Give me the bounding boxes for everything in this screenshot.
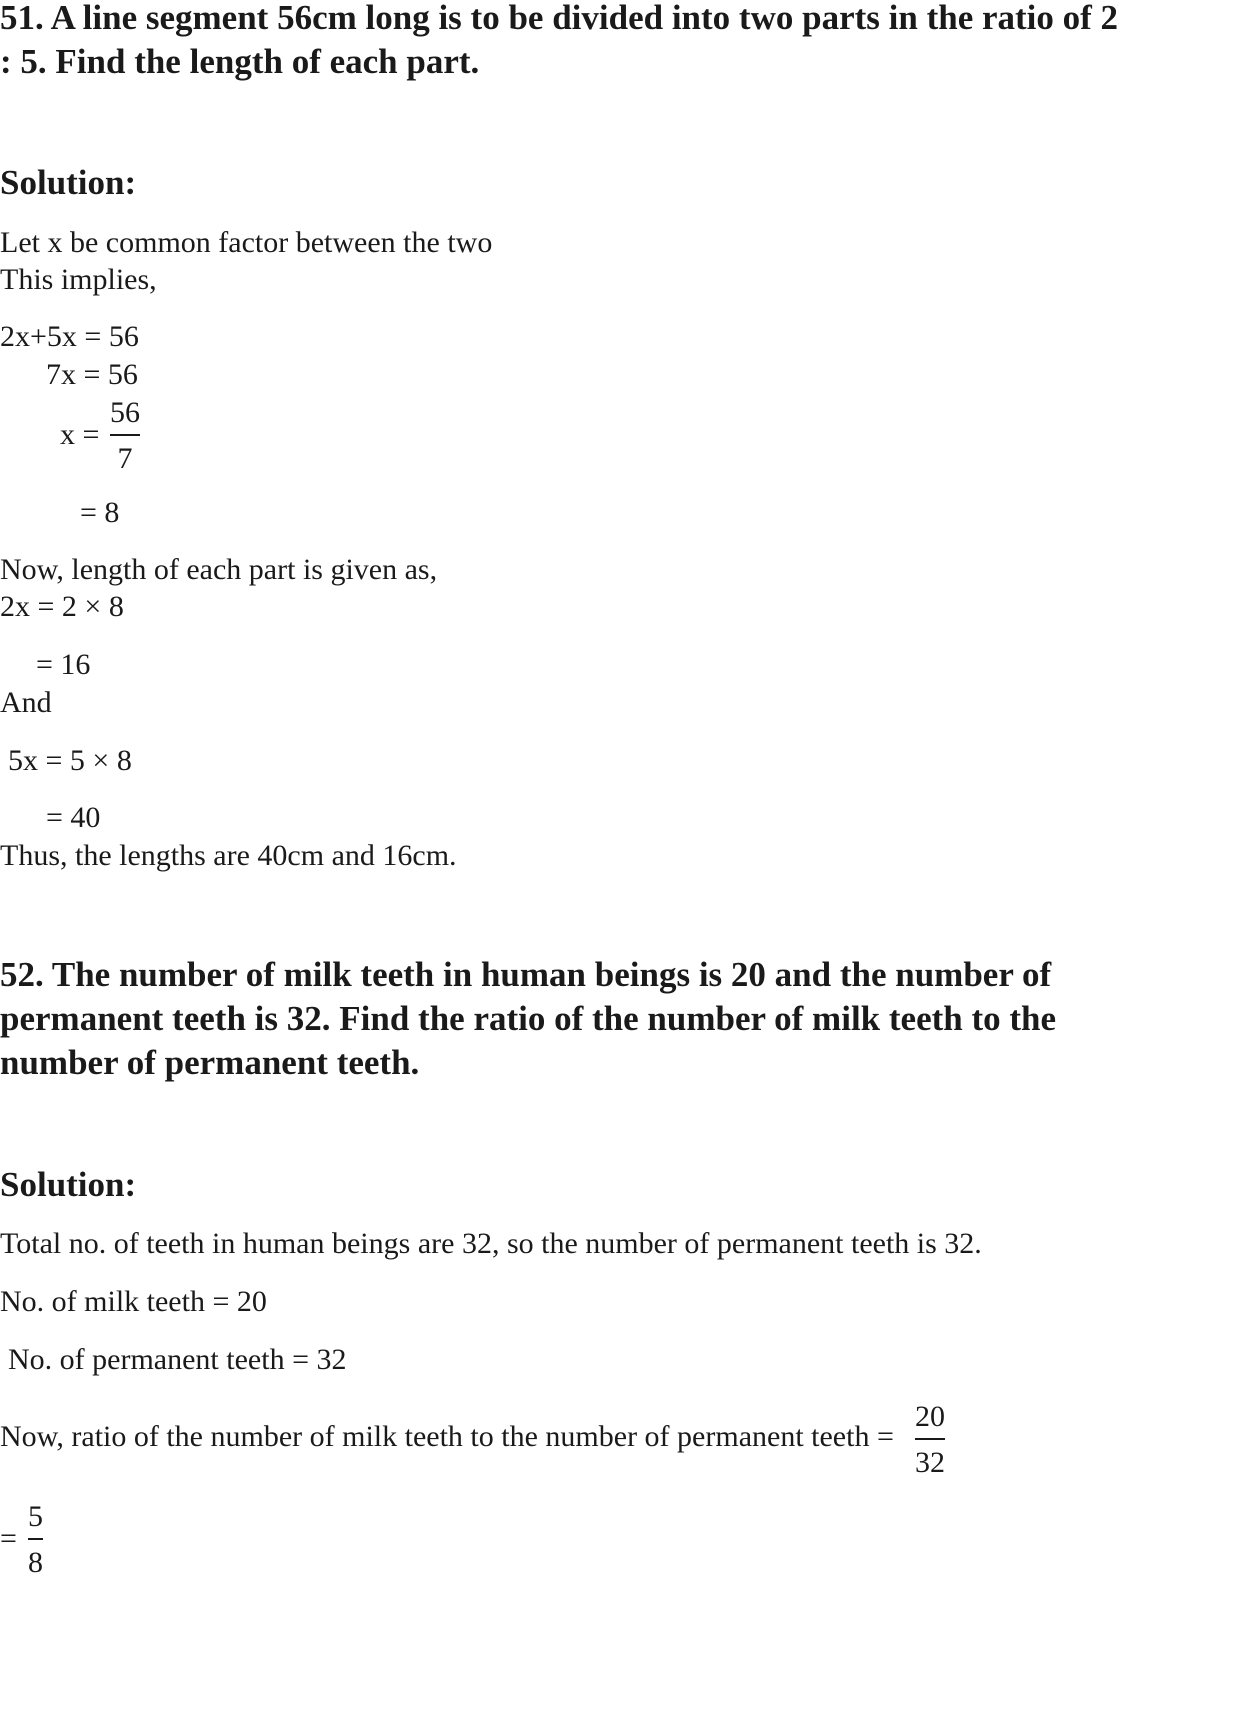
fraction-bar xyxy=(28,1538,43,1540)
equation-result-8: = 8 xyxy=(80,496,120,529)
fraction-5-over-8 xyxy=(28,1502,43,1578)
fraction-bar xyxy=(915,1438,945,1440)
equation-5x: 5x = 5 × 8 xyxy=(8,744,132,777)
fraction-denominator: 8 xyxy=(28,1546,43,1579)
solution-51-heading: Solution: xyxy=(0,163,137,202)
question-51-line-2: : 5. Find the length of each part. xyxy=(0,42,480,81)
solution-51-conclusion: Thus, the lengths are 40cm and 16cm. xyxy=(0,839,457,872)
equation-result-40: = 40 xyxy=(46,801,101,834)
fraction-numerator: 20 xyxy=(915,1400,945,1433)
solution-51-line-1: Let x be common factor between the two xyxy=(0,226,493,259)
solution-52-heading: Solution: xyxy=(0,1165,137,1204)
question-51-line-1: 51. A line segment 56cm long is to be divided into two parts in the ratio of 2 xyxy=(0,0,1119,37)
fraction-bar xyxy=(110,434,140,436)
solution-52-line-3: No. of permanent teeth = 32 xyxy=(8,1343,347,1376)
fraction-numerator: 56 xyxy=(110,396,140,429)
solution-52-line-1: Total no. of teeth in human beings are 32, so the number of permanent teeth is 32. xyxy=(0,1227,982,1260)
fraction-20-over-32 xyxy=(915,1402,945,1478)
fraction-56-over-7 xyxy=(110,398,140,474)
question-52-line-2: permanent teeth is 32. Find the ratio of the number of milk teeth to the xyxy=(0,999,1057,1038)
equation-2x-plus-5x: 2x+5x = 56 xyxy=(0,320,139,353)
solution-52-line-2: No. of milk teeth = 20 xyxy=(0,1285,267,1318)
question-52-line-1: 52. The number of milk teeth in human beings is 20 and the number of xyxy=(0,955,1052,994)
equation-result-16: = 16 xyxy=(36,648,91,681)
fraction-denominator: 7 xyxy=(117,442,133,475)
question-52-line-3: number of permanent teeth. xyxy=(0,1043,420,1082)
solution-51-line-2: This implies, xyxy=(0,263,157,296)
solution-51-line-3: Now, length of each part is given as, xyxy=(0,553,438,586)
fraction-numerator: 5 xyxy=(28,1500,43,1533)
equation-equals: = xyxy=(0,1522,17,1555)
solution-52-line-4: Now, ratio of the number of milk teeth to the number of permanent teeth = xyxy=(0,1420,894,1453)
solution-51-and: And xyxy=(0,686,52,719)
equation-2x: 2x = 2 × 8 xyxy=(0,590,124,623)
equation-x-lhs: x = xyxy=(60,418,100,451)
equation-7x: 7x = 56 xyxy=(46,358,138,391)
fraction-denominator: 32 xyxy=(915,1446,945,1479)
